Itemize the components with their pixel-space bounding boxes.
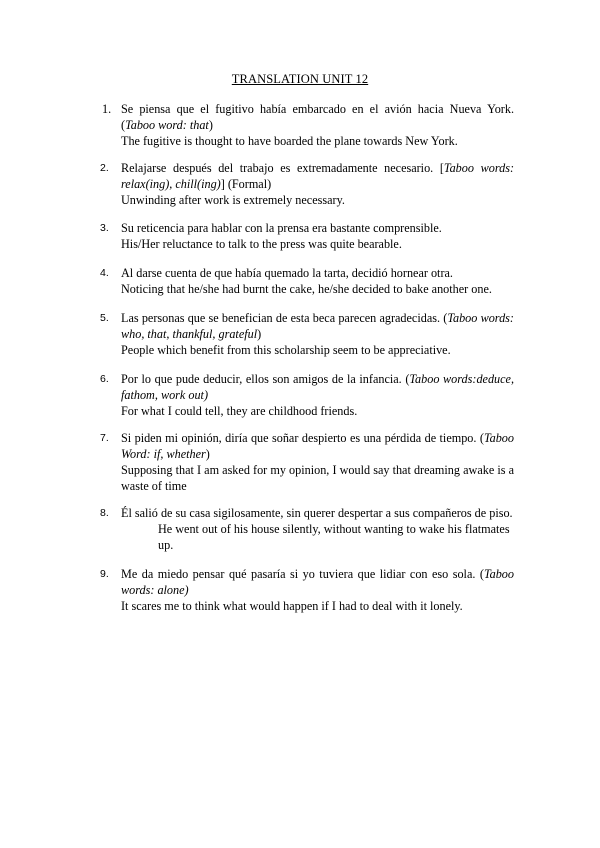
spanish-text: Su reticencia para hablar con la prensa era bastante comprensible. [121,221,442,235]
spanish-sentence [121,220,514,236]
english-translation: Unwinding after work is extremely necessary. [121,193,345,207]
english-translation: The fugitive is thought to have boarded the plane towards New York. [121,134,458,148]
english-translation: His/Her reluctance to talk to the press was quite bearable. [121,237,402,251]
spanish-sentence [121,371,514,403]
spanish-text: Se piensa que el fugitivo había embarcado en el avión hacia Nueva York. ( [121,102,514,132]
item-body [121,505,514,553]
spanish-text-end: ) [257,327,262,341]
item-body [121,430,514,494]
item-number: 7. [100,432,109,444]
spanish-sentence [121,265,514,281]
item-body [121,371,514,419]
spanish-text: Por lo que pude deducir, ellos son amigos de la infancia. ( [121,372,410,386]
spanish-sentence [121,101,514,133]
taboo-note: Taboo words: who, that, thankful, grateful [121,311,514,341]
item-number: 9. [100,568,109,580]
item-number: 2. [100,162,109,174]
taboo-note: Taboo Word: if, whether [121,431,514,461]
spanish-sentence [121,430,514,462]
english-translation: It scares me to think what would happen if I had to deal with it lonely. [121,599,463,613]
spanish-text: Me da miedo pensar qué pasaría si yo tuviera que lidiar con eso sola. ( [121,567,484,581]
taboo-note: Taboo words: alone) [121,567,514,597]
spanish-sentence [121,310,514,342]
item-number: 4. [100,267,109,279]
spanish-sentence [121,566,514,598]
item-number: 6. [100,373,109,385]
spanish-text: Al darse cuenta de que había quemado la tarta, decidió hornear otra. [121,266,453,280]
spanish-text: Si piden mi opinión, diría que soñar despierto es una pérdida de tiempo. ( [121,431,484,445]
spanish-text-end: ) [208,118,213,132]
taboo-note: Taboo word: that [125,118,209,132]
spanish-sentence [121,505,514,521]
spanish-sentence [121,160,514,192]
spanish-text: Él salió de su casa sigilosamente, sin querer despertar a sus compañeros de piso. [121,506,513,520]
item-number: 3. [100,222,109,234]
english-translation: He went out of his house silently, without wanting to wake his flatmates up. [158,522,510,552]
item-number: 1. [102,102,112,116]
taboo-note: Taboo words: relax(ing), chill(ing) [121,161,514,191]
taboo-note: Taboo words:deduce, fathom, work out) [121,372,515,402]
item-body [121,101,514,149]
item-body [121,160,514,208]
item-body [121,265,514,297]
english-translation: Supposing that I am asked for my opinion, I would say that dreaming awake is a waste of time [121,463,514,493]
item-number: 5. [100,312,109,324]
spanish-text: Las personas que se benefician de esta beca parecen agradecidas. ( [121,311,448,325]
spanish-text-end: ] (Formal) [220,177,272,191]
item-body [121,220,514,252]
item-body [121,310,514,358]
item-body [121,566,514,614]
spanish-text: Relajarse después del trabajo es extremadamente necesario. [ [121,161,444,175]
english-translation: Noticing that he/she had burnt the cake, he/she decided to bake another one. [121,282,492,296]
spanish-text-end: ) [205,447,210,461]
english-translation: People which benefit from this scholarship seem to be appreciative. [121,343,451,357]
english-translation: For what I could tell, they are childhood friends. [121,404,358,418]
document-title: TRANSLATION UNIT 12 [231,72,369,86]
item-number: 8. [100,507,109,519]
